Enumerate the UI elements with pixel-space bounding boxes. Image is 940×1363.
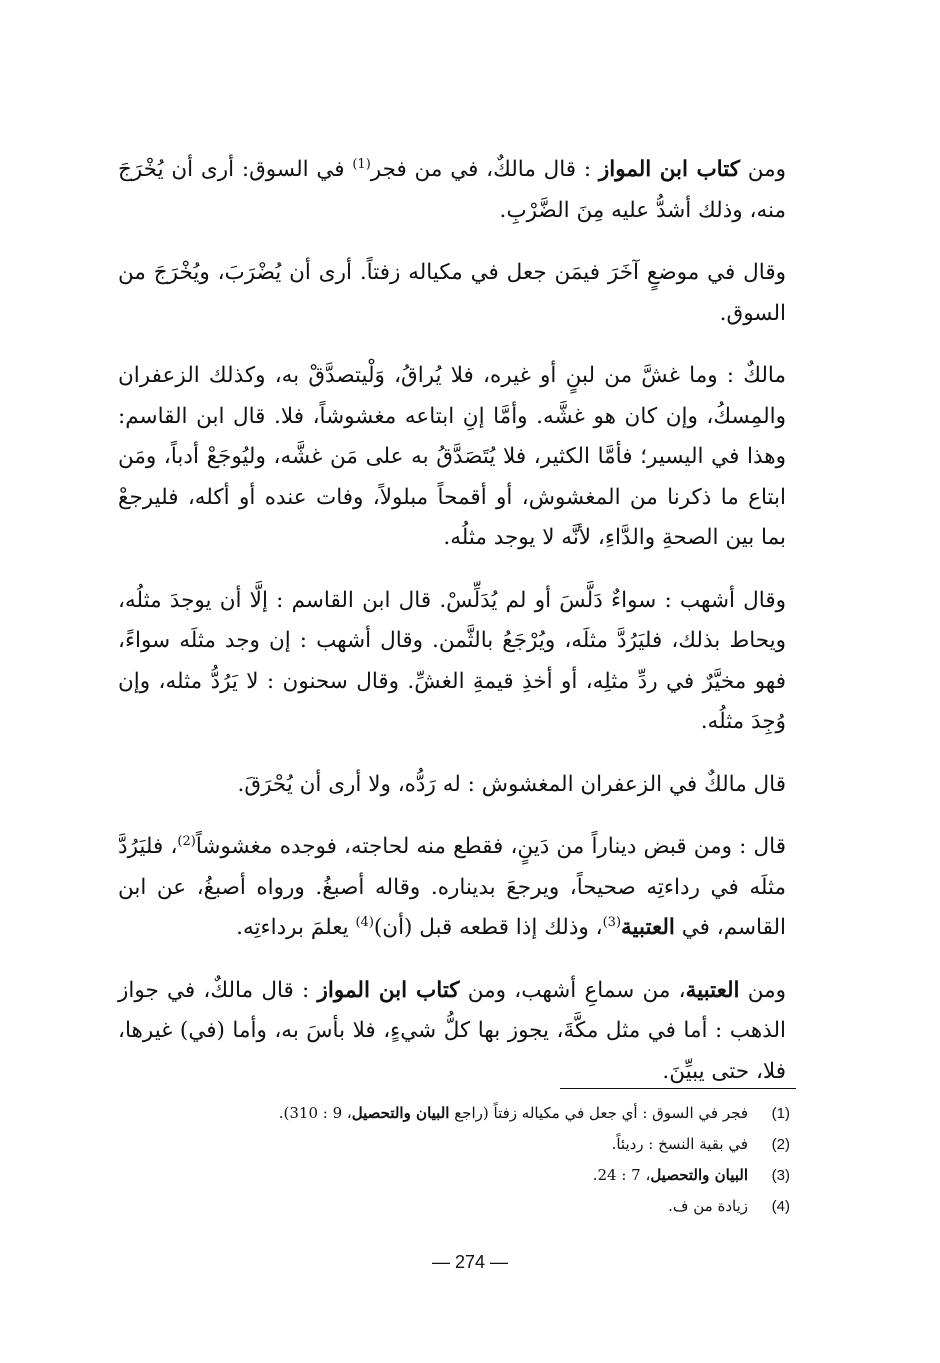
paragraph-4 bbox=[118, 581, 786, 743]
footnote-2 bbox=[200, 1129, 790, 1160]
footnote-ref-3[interactable]: (3) bbox=[602, 914, 622, 930]
paragraph-text: وقال أشهب : سواءٌ دَلَّسَ أو لم يُدَلِّسْ. قال ابن القاسم : إلَّا أن يوجدَ مثلُه، ويحاط بذلك، فليَرُدَّ مثلَه، ويُرْجَعُ بالثَّمن. وقال أشهب : إن وجد مثلَه سواءً، فهو مخيَّرٌ في ردِّ مثلِه، أو أخذِ قيمةِ الغشِّ. وقال سحنون : لا يَرُدُّ مثله، وإن وُجِدَ مثلُه. bbox=[118, 587, 786, 734]
book-title: البيان والتحصيل bbox=[351, 1104, 450, 1122]
paragraph-text: قال : ومن قبض ديناراً من دَينٍ، فقطع منه لحاجته، فوجده مغشوشاً bbox=[195, 834, 786, 859]
footnote-text: ، 7 : 24. bbox=[592, 1166, 651, 1184]
footnote-ref-1[interactable]: (1) bbox=[352, 156, 371, 172]
book-title: العتبية bbox=[621, 915, 675, 940]
footnote-ref-4[interactable]: (4) bbox=[355, 914, 374, 930]
paragraph-text: : قال مالكٌ، في من فجر bbox=[370, 157, 599, 182]
footnote-3 bbox=[200, 1160, 790, 1191]
paragraph-text: : قال مالكٌ، في جواز الذهب : أما في مثل مكَّةَ، يجوز بها كلُّ شيءٍ، فلا بأسَ به، وأما (في) غيرها، فلا، حتى يبيِّنَ. bbox=[118, 977, 786, 1084]
paragraph-2 bbox=[118, 253, 786, 334]
book-title: البيان والتحصيل bbox=[650, 1166, 748, 1184]
footnote-ref-2[interactable]: (2) bbox=[177, 833, 196, 849]
book-title: كتاب ابن المواز bbox=[317, 977, 460, 1003]
paragraph-5 bbox=[118, 765, 786, 806]
page-number: — 274 — bbox=[431, 1252, 509, 1272]
footnote-number: (3) bbox=[771, 1167, 790, 1184]
paragraph-1 bbox=[118, 150, 786, 231]
footnote-1 bbox=[200, 1098, 790, 1129]
paragraph-text: مالكٌ : وما غشَّ من لبنٍ أو غيره، فلا يُراقُ، وَلْيتصدَّقْ به، وكذلك الزعفران والمِسكُ، وإن كان هو غشَّه. وأمَّا إنِ ابتاعه مغشوشاً، فلا. قال ابن القاسم: وهذا في اليسير؛ فأمَّا الكثير، فلا يُتَصَدَّقُ به على مَن غشَّه، وليُوجَعْ أدباً، ومَن ابتاع ما ذكرنا من المغشوش، أو أقمحاً مبلولاً، وفات عنده أو أكله، فليرجعْ بما بين الصحةِ والدَّاءِ، لأنَّه لا يوجد مثلُه. bbox=[118, 363, 786, 550]
footnote-text: في بقية النسخ : رديئاً. bbox=[611, 1135, 748, 1153]
footnote-text: ، 9 : 310). bbox=[278, 1104, 352, 1122]
footnote-number: (2) bbox=[771, 1136, 790, 1153]
footnote-divider bbox=[560, 1088, 796, 1089]
footnote-number: (1) bbox=[771, 1105, 790, 1122]
paragraph-text: وقال في موضعٍ آخَرَ فيمَن جعل في مكياله زفتاً. أرى أن يُضْرَبَ، ويُخْرَجَ من السوق. bbox=[118, 260, 786, 326]
paragraph-text: ، وذلك إذا قطعه قبل (أن) bbox=[373, 915, 603, 940]
footnotes bbox=[200, 1098, 790, 1222]
footnote-text: فجر في السوق : أي جعل في مكياله زفتاً (راجع bbox=[449, 1104, 748, 1122]
paragraph-text: في السوق: أرى أن يُخْرَجَ منه، وذلك أشدُّ عليه مِنَ الضَّرْبِ. bbox=[118, 157, 786, 223]
body-text bbox=[118, 150, 786, 1114]
paragraph-text: ، فليَرُدَّ مثلَه في رداءتِه صحيحاً، ويرجعَ بديناره. وقاله أصبغُ. ورواه أصبغُ، عن ابن القاسم، في bbox=[118, 834, 786, 940]
book-title: كتاب ابن المواز bbox=[598, 157, 740, 182]
paragraph-text: يعلمَ برداءتِه. bbox=[236, 915, 356, 940]
paragraph-7 bbox=[118, 971, 786, 1093]
paragraph-3 bbox=[118, 356, 786, 559]
footnote-4 bbox=[200, 1191, 790, 1222]
paragraph-text: ومن bbox=[739, 977, 786, 1003]
footnote-number: (4) bbox=[771, 1198, 790, 1215]
book-title: العتبية bbox=[685, 977, 740, 1003]
paragraph-text: ، من سماعِ أشهب، ومن bbox=[459, 977, 686, 1003]
footnote-text: زيادة من ف. bbox=[668, 1197, 748, 1215]
paragraph-text: قال مالكٌ في الزعفران المغشوش : له رَدُّه، ولا أرى أن يُحْرَقَ. bbox=[237, 771, 786, 797]
paragraph-6 bbox=[118, 827, 786, 949]
paragraph-text: ومن bbox=[739, 157, 786, 182]
